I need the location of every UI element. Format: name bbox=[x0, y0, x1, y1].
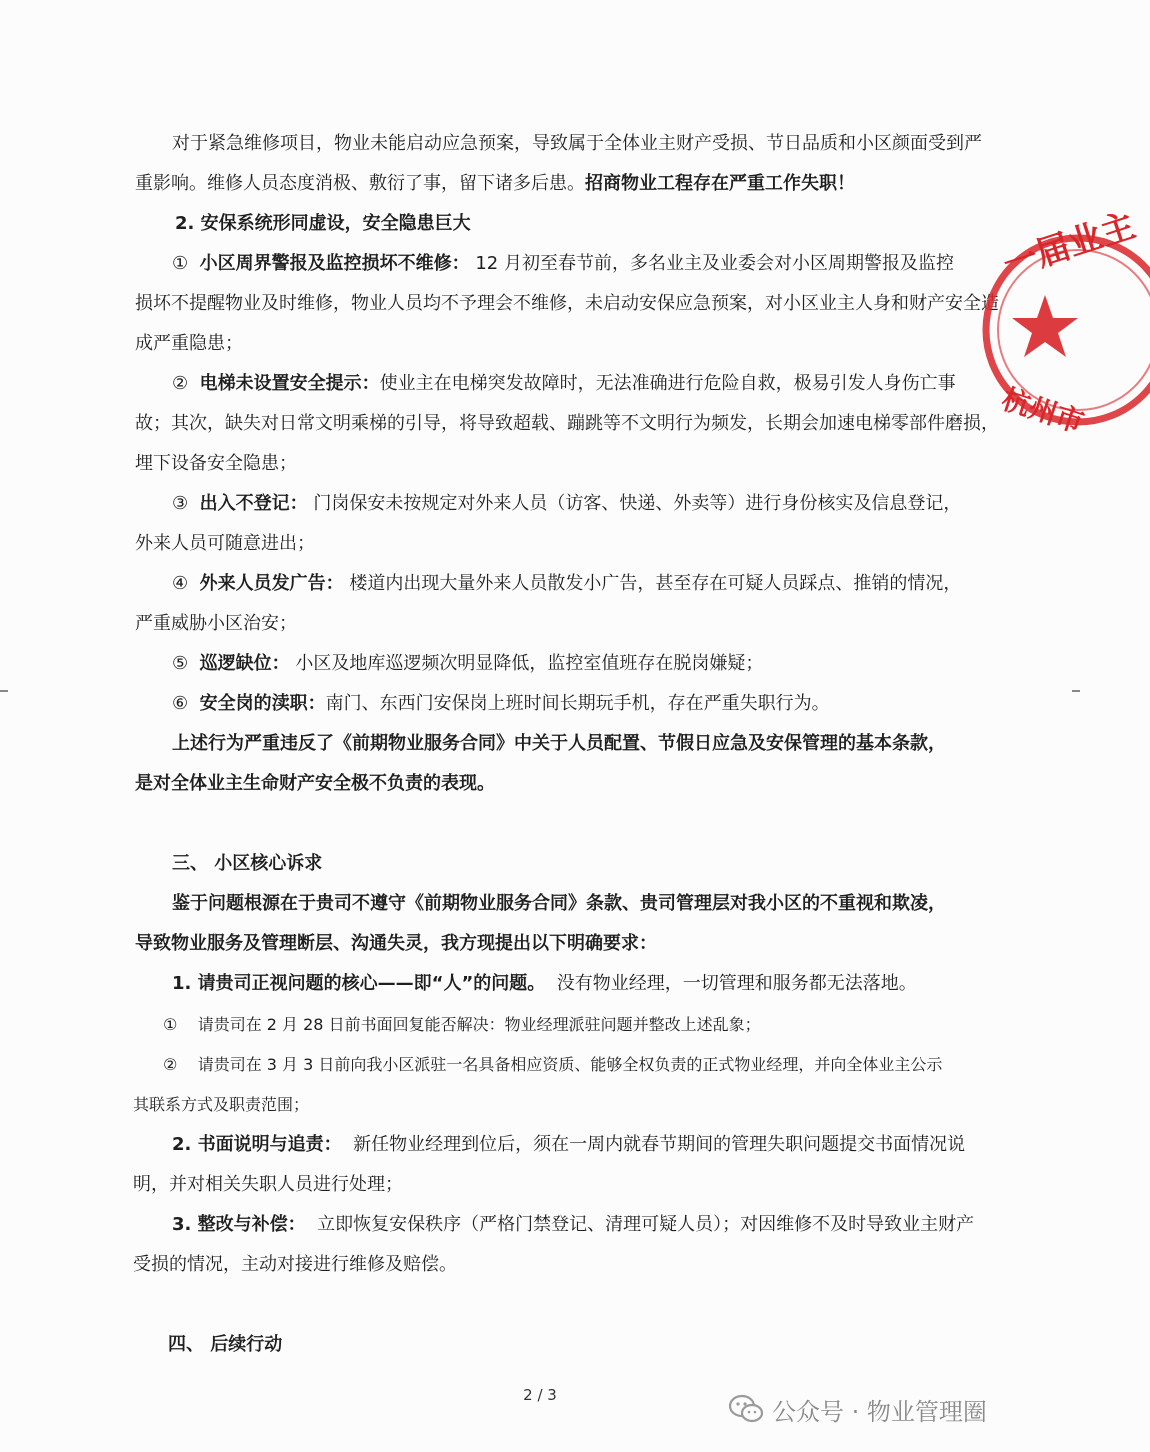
sub-item bbox=[163, 1053, 942, 1077]
item-text: 使业主在电梯突发故障时，无法准确进行危险自救，极易引发人身伤亡事 bbox=[379, 373, 956, 394]
paragraph-line: 导致物业服务及管理断层、沟通失灵，我方现提出以下明确要求： bbox=[135, 933, 657, 954]
paragraph-line bbox=[135, 172, 855, 196]
requirement-item bbox=[172, 1133, 965, 1157]
item-marker: ① bbox=[163, 1015, 178, 1034]
wechat-icon bbox=[728, 1394, 764, 1424]
paragraph-text: 重影响。维修人员态度消极、敷衍了事，留下诸多后患。 bbox=[135, 173, 585, 194]
list-item bbox=[172, 572, 961, 596]
list-item bbox=[172, 492, 961, 516]
paragraph-line: 损坏不提醒物业及时维修，物业人员均不予理会不维修，未启动安保应急预案，对小区业主人身和财产安全造 bbox=[135, 293, 999, 314]
item-marker: ③ bbox=[172, 493, 189, 514]
official-seal-stamp bbox=[990, 205, 1150, 440]
item-marker: ⑥ bbox=[172, 693, 189, 714]
requirement-title: 3. 整改与补偿： bbox=[172, 1214, 306, 1235]
requirement-text: 新任物业经理到位后，须在一周内就春节期间的管理失职问题提交书面情况说 bbox=[353, 1134, 966, 1155]
item-marker: ② bbox=[163, 1055, 178, 1074]
requirement-text: 没有物业经理，一切管理和服务都无法落地。 bbox=[556, 973, 917, 994]
section-heading: 2. 安保系统形同虚设，安全隐患巨大 bbox=[175, 213, 471, 234]
item-title: 小区周界警报及监控损坏不维修： bbox=[199, 253, 470, 274]
paragraph-line: 对于紧急维修项目，物业未能启动应急预案，导致属于全体业主财产受损、节日品质和小区颜面受到严 bbox=[172, 133, 982, 154]
requirement-item bbox=[172, 972, 917, 996]
paragraph-line: 明，并对相关失职人员进行处理； bbox=[133, 1174, 403, 1195]
section-heading: 四、 后续行动 bbox=[168, 1334, 283, 1355]
seal-top-text: 一届业主 bbox=[998, 205, 1141, 286]
requirement-item bbox=[172, 1213, 974, 1237]
item-text: 12 月初至春节前，多名业主及业委会对小区周期警报及监控 bbox=[475, 253, 954, 274]
paragraph-line: 严重威胁小区治安； bbox=[135, 613, 297, 634]
requirement-text: 立即恢复安保秩序（严格门禁登记、清理可疑人员）；对因维修不及时导致业主财产 bbox=[317, 1214, 975, 1235]
item-title: 安全岗的渎职： bbox=[199, 693, 326, 714]
item-text: 楼道内出现大量外来人员散发小广告，甚至存在可疑人员踩点、推销的情况， bbox=[349, 573, 962, 594]
paragraph-line: 外来人员可随意进出； bbox=[135, 533, 315, 554]
list-item bbox=[172, 652, 763, 676]
list-item bbox=[172, 692, 830, 716]
paragraph-line: 成严重隐患； bbox=[135, 333, 243, 354]
section-heading: 三、 小区核心诉求 bbox=[172, 853, 323, 874]
item-text: 门岗保安未按规定对外来人员（访客、快递、外卖等）进行身份核实及信息登记， bbox=[313, 493, 962, 514]
watermark-text: 公众号 · 物业管理圈 bbox=[772, 1397, 987, 1426]
scan-edge-mark bbox=[1072, 690, 1080, 692]
item-text: 小区及地库巡逻频次明显降低，监控室值班存在脱岗嫌疑； bbox=[295, 653, 764, 674]
item-marker: ④ bbox=[172, 573, 189, 594]
conclusion-line: 上述行为严重违反了《前期物业服务合同》中关于人员配置、节假日应急及安保管理的基本条款， bbox=[172, 733, 946, 754]
conclusion-line: 是对全体业主生命财产安全极不负责的表现。 bbox=[135, 773, 495, 794]
item-title: 外来人员发广告： bbox=[199, 573, 344, 594]
item-marker: ② bbox=[172, 373, 189, 394]
sub-item bbox=[163, 1013, 761, 1037]
item-marker: ⑤ bbox=[172, 653, 189, 674]
paragraph-line: 埋下设备安全隐患； bbox=[135, 453, 297, 474]
list-item bbox=[172, 372, 956, 396]
item-title: 巡逻缺位： bbox=[199, 653, 290, 674]
seal-bottom-text: 杭州市 bbox=[997, 382, 1088, 440]
item-title: 出入不登记： bbox=[199, 493, 308, 514]
item-text: 南门、东西门安保岗上班时间长期玩手机，存在严重失职行为。 bbox=[325, 693, 830, 714]
requirement-title: 2. 书面说明与追责： bbox=[172, 1134, 342, 1155]
requirement-title: 1. 请贵司正视问题的核心——即“人”的问题。 bbox=[172, 973, 546, 994]
list-item bbox=[172, 252, 954, 276]
wechat-watermark bbox=[728, 1392, 987, 1426]
item-marker: ① bbox=[172, 253, 189, 274]
item-title: 电梯未设置安全提示： bbox=[199, 373, 380, 394]
item-text: 请贵司在 3 月 3 日前向我小区派驻一名具备相应资质、能够全权负责的正式物业经理，并向全体业主公示 bbox=[197, 1055, 943, 1074]
page-number: 2 / 3 bbox=[523, 1386, 557, 1404]
seal-star-icon bbox=[1012, 295, 1078, 357]
paragraph-bold-text: 招商物业工程存在严重工作失职！ bbox=[585, 173, 855, 194]
scan-edge-mark bbox=[0, 690, 8, 692]
paragraph-line: 鉴于问题根源在于贵司不遵守《前期物业服务合同》条款、贵司管理层对我小区的不重视和欺凌， bbox=[172, 893, 946, 914]
paragraph-line: 受损的情况，主动对接进行维修及赔偿。 bbox=[133, 1254, 457, 1275]
item-text: 请贵司在 2 月 28 日前书面回复能否解决：物业经理派驻问题并整改上述乱象； bbox=[197, 1015, 761, 1034]
paragraph-line: 其联系方式及职责范围； bbox=[133, 1095, 310, 1114]
paragraph-line: 故；其次，缺失对日常文明乘梯的引导，将导致超载、蹦跳等不文明行为频发，长期会加速电梯零部件磨损， bbox=[135, 413, 999, 434]
